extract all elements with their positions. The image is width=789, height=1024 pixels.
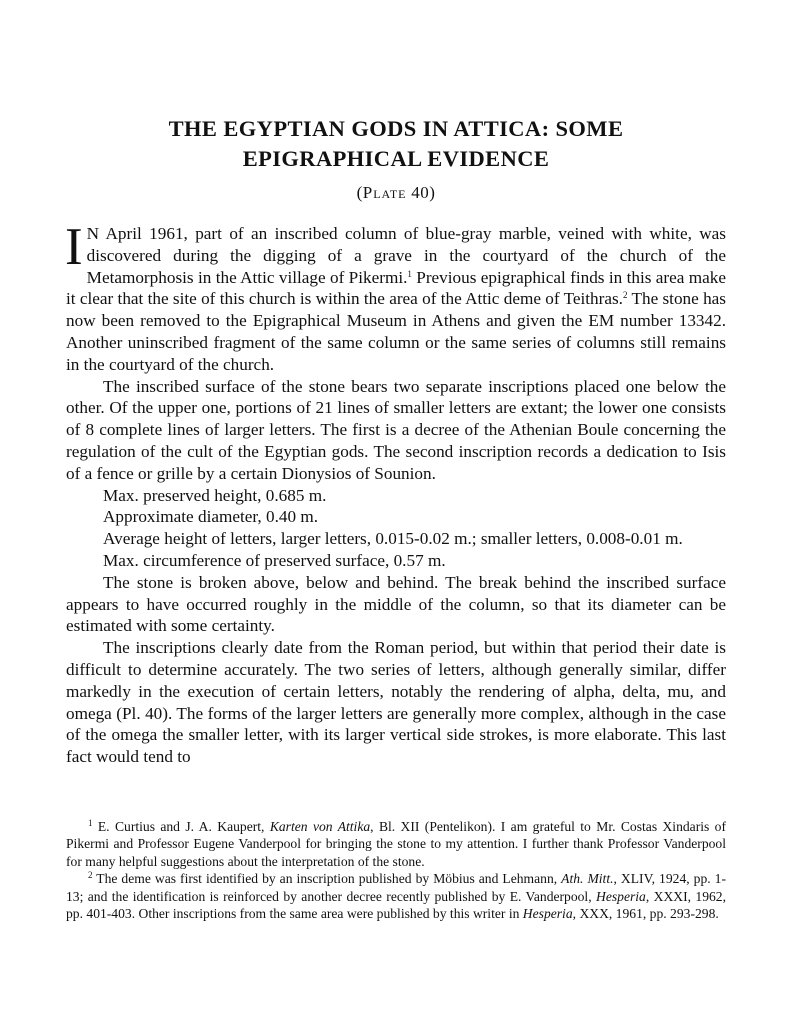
paragraph-dating: The inscriptions clearly date from the Roman period, but within that period their date is difficult to determine accurately. The two series of letters, although generally similar, differ markedly in the execution of certain letters, notably the rendering of alpha, delta, mu, and omega (Pl. 40). The forms of the larger letters are generally more complex, although in the case of the omega the smaller letter, with its larger vertical side strokes, is more elaborate. This last fact would tend to xyxy=(66,638,726,767)
measurement-height: Max. preserved height, 0.685 m. xyxy=(103,485,327,505)
footnote-2-italic-1: Ath. Mitt. xyxy=(561,871,614,887)
article-title xyxy=(66,114,726,174)
article-body xyxy=(65,218,726,768)
intro-text: N April 1961, part of an inscribed column of blue-gray marble, veined with white, was discovered during the digging of a grave in the courtyard of the church of the Metamorphosis in the Attic village of Pikermi. xyxy=(86,224,726,287)
footnote-1-number: 1 xyxy=(88,818,93,828)
plate-label: Plate xyxy=(362,183,407,202)
measurement-diameter: Approximate diameter, 0.40 m. xyxy=(103,507,319,527)
footnote-2 xyxy=(66,870,726,922)
footnotes xyxy=(66,818,726,922)
paragraph-inscriptions: The inscribed surface of the stone bears two separate inscriptions placed one below the other. Of the upper one, portions of 21 lines of smaller letters are extant; the lower one consists of 8 complete lines of larger letters. The first is a decree of the Athenian Boule concerning the regulation of the cult of the Egyptian gods. The second inscription records a dedication to Isis of a fence or grille by a certain Dionysios of Sounion. xyxy=(66,376,726,483)
footnote-2-text-a: The deme was first identified by an inscription published by Möbius and Lehmann, xyxy=(96,871,562,887)
plate-number: 40) xyxy=(411,183,436,202)
footnote-ref-1[interactable]: 1 xyxy=(407,268,412,279)
footnote-2-text-c: , XXXI, 1962, pp. 401-403. Other inscriptions from the same area were published by this writer in xyxy=(66,888,726,922)
footnote-2-text-b: , XLIV, 1924, pp. 1-13; and the identification is reinforced by another decree recently published by E. Vanderpool, xyxy=(66,871,726,904)
footnote-ref-2[interactable]: 2 xyxy=(622,290,628,301)
footnote-1-text-a: E. Curtius and J. A. Kaupert, xyxy=(97,819,270,834)
footnote-2-number: 2 xyxy=(88,870,93,881)
footnote-1-italic: Karten von Attika xyxy=(269,819,371,834)
footnote-2-text-d: , XXX, 1961, pp. 293-298. xyxy=(572,906,719,922)
intro-text-3: The stone has now been removed to the Epigraphical Museum in Athens and given the EM number 13342. Another uninscribed fragment of the same column or the same series of columns still remains in the courtyard of the church. xyxy=(66,289,726,374)
intro-paragraph xyxy=(65,218,726,376)
measurement-circumference: Max. circumference of preserved surface, 0.57 m. xyxy=(103,550,446,570)
drop-cap: I xyxy=(65,218,83,276)
measurement-letters: Average height of letters, larger letters, 0.015-0.02 m.; smaller letters, 0.008-0.01 m. xyxy=(103,529,683,549)
footnote-1-text-b: , Bl. XII (Pentelikon). I am grateful to Mr. Costas Xindaris of Pikermi and Professor Eugene Vanderpool for bringing the stone to my attention. I further thank Professor Vanderpool for many helpful suggestions about the interpretation of the stone. xyxy=(66,819,727,869)
footnote-1 xyxy=(66,818,726,870)
title-line-1: THE EGYPTIAN GODS IN ATTICA: SOME xyxy=(168,116,624,141)
intro-text-2: Previous epigraphical finds in this area make it clear that the site of this church is within the area of the Attic deme of Teithras. xyxy=(66,267,726,309)
footnote-2-italic-2: Hesperia xyxy=(596,888,646,904)
plate-reference xyxy=(66,183,726,203)
footnote-2-italic-3: Hesperia xyxy=(522,906,573,922)
plate-open-paren: ( xyxy=(356,183,363,202)
paragraph-break: The stone is broken above, below and behind. The break behind the inscribed surface appears to have occurred roughly in the middle of the column, so that its diameter can be estimated with some certainty. xyxy=(66,572,726,636)
title-line-2: EPIGRAPHICAL EVIDENCE xyxy=(242,146,550,171)
